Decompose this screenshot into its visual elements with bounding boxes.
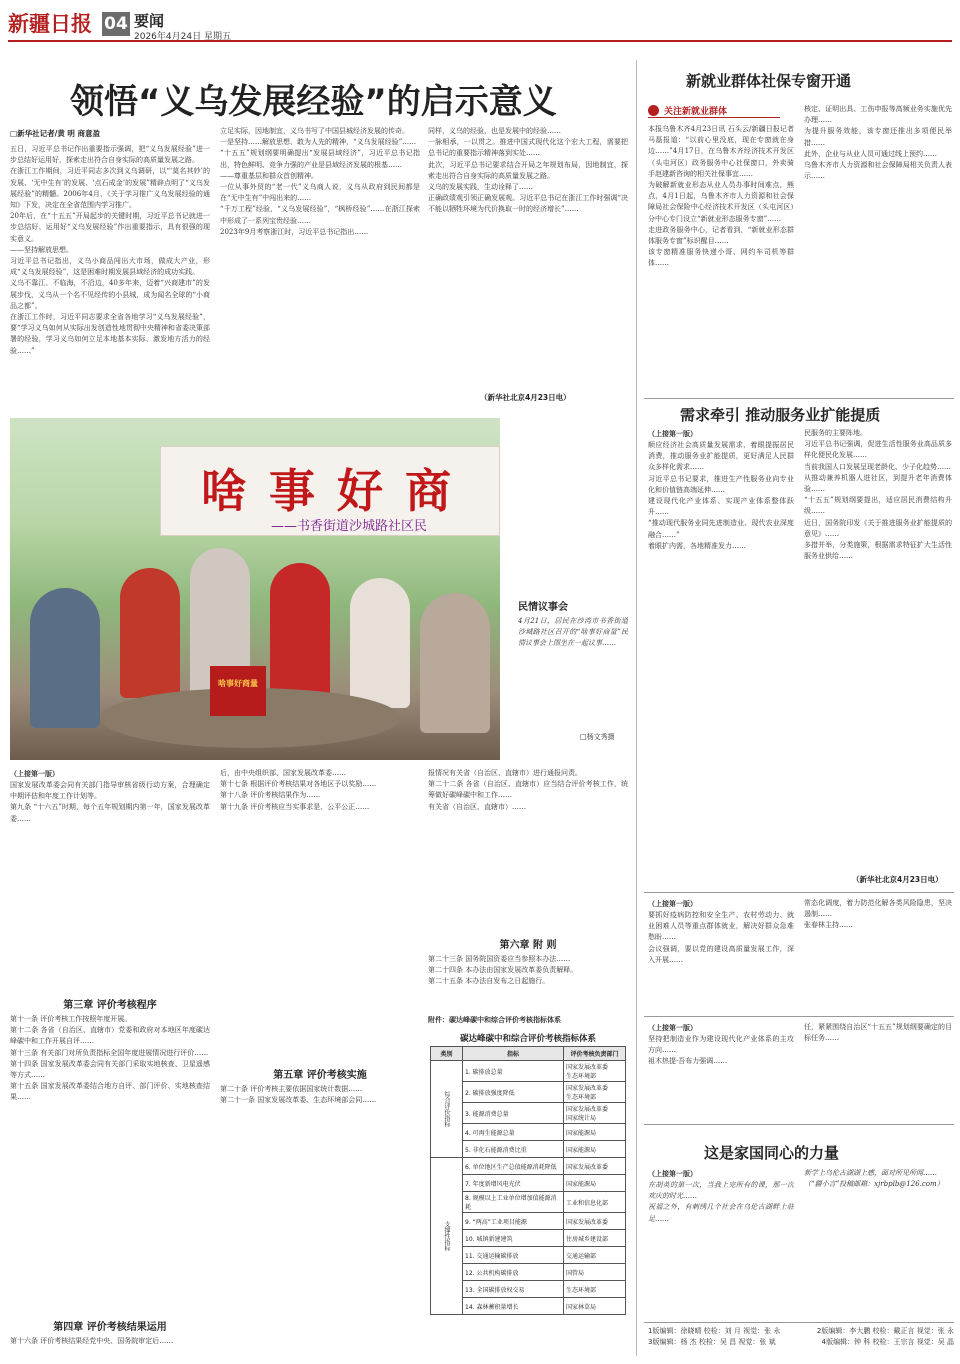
tag-dot-icon bbox=[648, 105, 659, 116]
community-meeting-photo bbox=[10, 418, 500, 760]
lower-left-col-1: 国家发展改革委会同有关部门指导审核省级行动方案，合理确定中期评估和年度工作计划等。 第九条 “十六五”时期，每个五年规划期内第一年，国家发展改革委…… bbox=[10, 781, 210, 823]
index-table-indicator: 6. 单位地区生产总值能源消耗降低 bbox=[463, 1158, 564, 1175]
index-table-indicator: 3. 能源消费总量 bbox=[463, 1103, 564, 1124]
main-col-3: 同样，义乌的经验，也是发展中的经验…… 一脉相承，一以贯之。推进中国式现代化这个宏大工程，需要把总书记的重要指示精神落到实处…… 此次，习近平总书记要求结合开局之年规划布局，因地制宜，探索走出符合自身实际的高质量发展之路。 义乌的发展实践，生动诠释了…… 正确政绩观引领正确发展观。习近平总书记在浙江工作时强调“决不能以牺牲环境为代价换取一时的经济增长”…… bbox=[428, 127, 628, 214]
photo-caption-body: 4月21日，居民在沙湾市书香街道沙城路社区召开的“啥事好商量”民情议事会上围坐在一起议事…… bbox=[518, 617, 628, 648]
banner-subtext: ——书香街道沙城路社区民 bbox=[271, 519, 428, 534]
index-table-indicator: 13. 全国碳排放权交易 bbox=[463, 1281, 564, 1298]
index-table-dept: 交通运输部 bbox=[564, 1247, 626, 1264]
main-col-2: 立足实际，因地制宜，义乌书写了中国县城经济发展的传奇。 一是坚持……解放思想、敢为人先的精神，“义乌发展经验”…… “十五五”规划纲要明确提出“发展县域经济”，习近平总书记指出，特色鲜明、竞争力强的产业是县域经济发展的根基…… ——尊重基层和群众首创精神。 一位从事外贸的“老一代”义乌商人说，义乌从政府到民间都是在“无中生有”中闯出来的…… “千万工程”经验，“义乌发展经验”，“枫桥经验”……在浙江探索中形成了一系列宝贵经验…… 2023年9月考察浙江时，习近平总书记指出…… bbox=[220, 127, 420, 236]
index-table-dept: 生态环境部 bbox=[564, 1281, 626, 1298]
section-rule bbox=[644, 398, 954, 399]
chapter-6-heading: 第六章 附 则 bbox=[499, 940, 557, 951]
article3-col-2: 常态化调度，着力防范化解各类风险隐患，坚决遏制…… 张春林主持…… bbox=[804, 899, 952, 930]
lower-left-col-3: 报情况有关省（自治区、直辖市）进行通报问责。 第二十二条 各省（自治区、直辖市）应当结合评价考核工作，统筹做好碳峰碳中和工作…… 有关省（自治区、直辖市）…… bbox=[428, 769, 628, 811]
section-rule bbox=[644, 1124, 954, 1125]
credit-page-4: 4版编辑：钟 科 校检：王宗言 视觉：吴 晶 bbox=[821, 1338, 954, 1346]
article3-col-1: 要抓好疫病防控和安全生产、农村劳动力、就业困难人员等重点群体就业，解决好群众急难愁盼…… 会议强调，要以党的建设高质量发展工作，深入开展…… bbox=[648, 911, 794, 964]
banner-text: 啥事好商 bbox=[201, 464, 473, 518]
service-industry-col-1: 顺应经济社会高质量发展需求，着眼提振居民消费，推动服务业扩能提质，更好满足人民群众多样化需求…… 习近平总书记要求，推进生产性服务业向专业化和价值链高端延伸…… 建设现代化产业体系、实现产业体系整体跃升…… “推动现代服务业同先进制造业、现代农业深度融合……” 着眼扩内需，各地精准发力…… bbox=[648, 441, 794, 550]
photo-banner bbox=[160, 446, 500, 536]
page-number: 04 bbox=[102, 12, 130, 36]
social-security-col-2: 核定、证明出具、工伤申报等高频业务实施优先办理…… 为提升服务效能，该专窗还推出多项便民举措…… 此外，企业与从业人员可通过线上预约…… 乌鲁木齐市人力资源和社会保障局相关负责人表示…… bbox=[804, 105, 952, 181]
index-table-row bbox=[431, 1158, 626, 1175]
index-table bbox=[430, 1046, 626, 1356]
index-table-indicator: 7. 年度新增风电光伏 bbox=[463, 1175, 564, 1192]
index-table-row bbox=[431, 1061, 626, 1082]
main-col-1: 五日，习近平总书记作出重要指示强调，把“义乌发展经验”进一步总结好运用好，探索走出符合自身实际的高质量发展之路。 在浙江工作期间，习近平同志多次到义乌调研，以“‘莫名其妙’的发展、‘无中生有’的发展、‘点石成金’的发展”精辟点明了“义乌发展经验”的精髓。2006年4月，《关于学习推广义乌发展经验的通知》下发，决定在全省范围内学习推广。 20年后，在“十五五”开局起步的关键时期，习近平总书记就进一步总结好、运用好“义乌发展经验”作出重要指示，具有很强的现实意义。 ——坚持解放思想。 习近平总书记指出，义乌小商品闯出大市场，做成大产业，形成“义乌发展经验”，这是困难时期发展县域经济的成功实践。 义乌不靠江、不临海，不沿边，40多年来，迈着“兴商建市”的发展步伐，义乌从一个名不见经传的小县城，成为闻名全球的“小商品之都”。 在浙江工作时，习近平同志要求全省各地学习“义乌发展经验”，要“学习义乌如何从实际出发创造性地贯彻中央精神和省委决策部署的经验，学习义乌如何立足本地基本实际、激发地方活力的经验……” bbox=[10, 145, 210, 355]
article4-lead: （上接第一版） bbox=[648, 1023, 697, 1032]
index-table-indicator: 14. 森林蓄积量增长 bbox=[463, 1298, 564, 1315]
service-industry-col-2: 民服务的主要阵地。 习近平总书记强调，促进生活性服务业高品质多样化便民化发展…… 当前我国人口发展呈现老龄化、少子化趋势…… 从推动兼养机器人进社区，到提升老年消费体验…… “十五五”规划纲要提出，适应居民消费结构升级…… 近日，国务院印发《关于推进服务业扩能提质的意见》…… 多措并举，分类施策，根据需求特征扩大生活性服务业供给…… bbox=[804, 429, 952, 561]
index-table-dept: 国管局 bbox=[564, 1264, 626, 1281]
index-table-dept: 国家能源局 bbox=[564, 1124, 626, 1141]
index-table-dept: 国家发展改革委 bbox=[564, 1213, 626, 1230]
service-industry-headline: 需求牵引 推动服务业扩能提质 bbox=[680, 406, 881, 424]
index-table-dept: 住房城乡建设部 bbox=[564, 1230, 626, 1247]
index-table-indicator: 4. 可再生能源总量 bbox=[463, 1124, 564, 1141]
credit-page-2: 2版编辑：李大鹏 校检：戴正言 视觉：张 永 bbox=[816, 1327, 954, 1335]
masthead bbox=[8, 8, 952, 42]
lower-left-col-3b: 第二十三条 国务院国资委应当参照本办法…… 第二十四条 本办法由国家发展改革委负责解释。 第二十五条 本办法自发布之日起施行。 bbox=[428, 955, 578, 986]
topic-tag-label: 关注新就业群体 bbox=[664, 107, 728, 117]
social-security-col-1: 本报乌鲁木齐4月23日讯 石头云/新疆日报记者马磊报道：“以前心里没底，现在专窗就在身边……”4月17日，在乌鲁木齐经济技术开发区（头屯河区）政务服务中心社保窗口，外卖骑手赵建新咨询的相关社保事宜…… 为破解新就业形态从业人员办事时间难点，熊点，4月1日起，乌鲁木齐市人力资源和社会保障局社会保险中心经济技术开发区（头屯河区）分中心专门设立“新就业形态服务专窗”…… 走进政务服务中心，记者看到，“新就业形态群体服务专窗”标识醒目…… 该专窗精准服务快递小哥、网约车司机等群体…… bbox=[648, 125, 794, 268]
family-country-headline: 这是家国同心的力量 bbox=[704, 1144, 840, 1162]
service-signoff: （新华社北京4月23日电） bbox=[852, 875, 943, 884]
index-table-dept: 国家林草局 bbox=[564, 1298, 626, 1315]
article5-lead: （上接第一版） bbox=[648, 1169, 697, 1178]
lower-left-col-2: 后，由中央组织部、国家发展改革委…… 第十七条 根据评价考核结果对各地区予以奖励…… 第十八条 评价考核结果作为…… 第十九条 评价考核应当实事求是、公平公正…… bbox=[220, 769, 377, 811]
index-table-header-indicator: 指标 bbox=[463, 1047, 564, 1061]
resident-figure bbox=[420, 593, 490, 733]
chapter-3-heading: 第三章 评价考核程序 bbox=[63, 1000, 157, 1011]
resident-figure bbox=[30, 588, 100, 728]
credit-page-3: 3版编辑：杨 杰 校检：吴 昌 视觉：张 斌 bbox=[648, 1338, 776, 1346]
editor-credits bbox=[648, 1326, 954, 1348]
index-table-dept: 国家发展改革委 生态环境部 bbox=[564, 1082, 626, 1103]
main-byline: □新华社记者/黄 明 商意盈 bbox=[10, 129, 101, 138]
section-rule bbox=[644, 1016, 954, 1017]
service-lead: （上接第一版） bbox=[648, 429, 697, 438]
volunteer-figure bbox=[120, 568, 180, 698]
article3-lead: （上接第一版） bbox=[648, 899, 697, 908]
main-headline: 领悟“义乌发展经验”的启示意义 bbox=[70, 82, 557, 122]
article4-col-2: 任，紧紧围绕自治区“十五五”规划纲要确定的目标任务…… bbox=[804, 1023, 952, 1043]
section-title: 要闻 bbox=[134, 12, 165, 30]
index-table-indicator: 10. 城镇新建建筑 bbox=[463, 1230, 564, 1247]
index-table-dept: 国家能源局 bbox=[564, 1141, 626, 1158]
article5-col-2: 新学上乌伦古湖湖上感，面对所见所闻…… （“疆小言”投稿邮箱：xjrbplb@126.com） bbox=[804, 1169, 944, 1189]
table-sign: 啥事好商量 bbox=[210, 666, 266, 716]
section-rule bbox=[644, 892, 954, 893]
index-table-indicator: 1. 碳排放总量 bbox=[463, 1061, 564, 1082]
newspaper-logo: 新疆日报 bbox=[8, 11, 92, 36]
chapter-5-heading: 第五章 评价考核实施 bbox=[273, 1070, 367, 1081]
chapter-4-heading: 第四章 评价考核结果运用 bbox=[53, 1322, 167, 1333]
credit-page-1: 1版编辑：徐晓晴 校检：刘 月 视觉：张 永 bbox=[648, 1327, 781, 1335]
index-table-group: 综合评价指标 bbox=[431, 1061, 463, 1158]
index-table-title: 碳达峰碳中和综合评价考核指标体系 bbox=[459, 1034, 596, 1044]
photo-credit: □杨文秀摄 bbox=[580, 733, 615, 741]
index-table-group: 支撑性指标 bbox=[431, 1158, 463, 1315]
index-table-indicator: 5. 非化石能源消费比重 bbox=[463, 1141, 564, 1158]
index-table-header-category: 类别 bbox=[431, 1047, 463, 1061]
index-table-indicator: 12. 公共机构碳排放 bbox=[463, 1264, 564, 1281]
article4-col-1: 坚持把制造业作为建设现代化产业体系的主攻方向…… 祖木热提·吾布力强调…… bbox=[648, 1035, 794, 1066]
lower-left-lead: （上接第一版） bbox=[10, 769, 59, 778]
photo-caption-title: 民情议事会 bbox=[518, 602, 568, 613]
index-table-indicator: 2. 碳排放强度降低 bbox=[463, 1082, 564, 1103]
social-security-headline: 新就业群体社保专窗开通 bbox=[686, 72, 852, 90]
lower-left-col-1c: 第十六条 评价考核结果经党中央、国务院审定后…… bbox=[10, 1337, 174, 1345]
index-table-dept: 国家发展改革委 生态环境部 bbox=[564, 1061, 626, 1082]
resident-figure bbox=[350, 578, 410, 708]
lower-left-col-1b: 第十一条 评价考核工作按照年度开展。 第十二条 各省（自治区、直辖市）党委和政府对本地区年度碳达峰碳中和工作开展自评…… 第十三条 有关部门对所负责指标全国年度进展情况进行评价…… 第十四条 国家发展改革委会同有关部门采取实地核查、卫星遥感等方式…… 第十五条 国家发展改革委结合地方自评、部门评价、实地核查结果…… bbox=[10, 1015, 210, 1102]
main-signoff: （新华社北京4月23日电） bbox=[480, 393, 571, 402]
index-table-indicator: 11. 交通运输碳排放 bbox=[463, 1247, 564, 1264]
volunteer-figure bbox=[270, 563, 330, 703]
index-table-indicator: 9. “两高”工业项目能源 bbox=[463, 1213, 564, 1230]
index-table-dept: 国家发展改革委 bbox=[564, 1158, 626, 1175]
footer-rule bbox=[644, 1322, 954, 1323]
issue-date: 2026年4月24日 星期五 bbox=[134, 32, 231, 42]
index-table-dept: 国家能源局 bbox=[564, 1175, 626, 1192]
article5-col-1: 在胡英的第一次，当我上完所有的课，那一次欢庆的时光…… 祝福之外，有刺绣几个社会在乌伦古湖畔上驻足…… bbox=[648, 1181, 794, 1223]
index-table-header-dept: 评价考核负责部门 bbox=[564, 1047, 626, 1061]
lower-left-col-2b: 第二十条 评价考核主要依据国家统计数据…… 第二十一条 国家发展改革委、生态环境部会同…… bbox=[220, 1085, 377, 1105]
index-table-dept: 国家发展改革委 国家统计局 bbox=[564, 1103, 626, 1124]
column-divider bbox=[636, 60, 637, 1356]
index-table-dept: 工业和信息化部 bbox=[564, 1192, 626, 1213]
topic-tag bbox=[648, 104, 780, 118]
attachment-line: 附件：碳达峰碳中和综合评价考核指标体系 bbox=[428, 1015, 561, 1024]
index-table-indicator: 8. 规模以上工业单位增加值能源消耗 bbox=[463, 1192, 564, 1213]
